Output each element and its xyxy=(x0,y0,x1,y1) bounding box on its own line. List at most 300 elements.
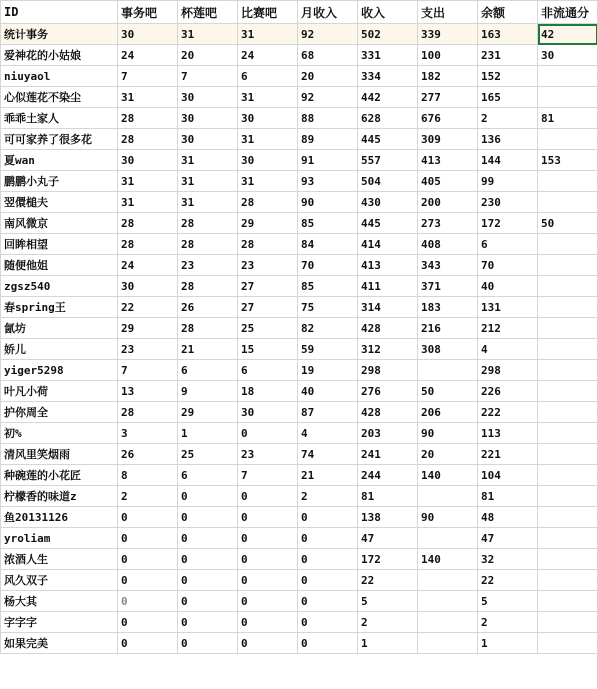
table-cell[interactable] xyxy=(538,486,597,507)
table-cell[interactable]: 3 xyxy=(118,423,178,444)
row-id-cell[interactable]: 娇儿 xyxy=(1,339,118,360)
table-cell[interactable] xyxy=(538,255,597,276)
table-cell[interactable]: 104 xyxy=(478,465,538,486)
table-row xyxy=(1,549,597,570)
table-cell[interactable]: 2 xyxy=(478,612,538,633)
table-cell[interactable]: 81 xyxy=(478,486,538,507)
table-cell[interactable]: 23 xyxy=(118,339,178,360)
table-cell[interactable] xyxy=(418,612,478,633)
table-cell[interactable]: 70 xyxy=(478,255,538,276)
table-cell[interactable]: 25 xyxy=(178,444,238,465)
table-cell[interactable] xyxy=(538,444,597,465)
row-id-cell[interactable]: 随便他姐 xyxy=(1,255,118,276)
table-cell[interactable]: 0 xyxy=(298,612,358,633)
table-cell[interactable]: 0 xyxy=(118,549,178,570)
row-id-cell[interactable]: 护你周全 xyxy=(1,402,118,423)
table-cell[interactable]: 411 xyxy=(358,276,418,297)
table-cell[interactable]: 28 xyxy=(118,402,178,423)
table-cell[interactable]: 131 xyxy=(478,297,538,318)
table-cell[interactable]: 408 xyxy=(418,234,478,255)
table-row xyxy=(1,360,597,381)
table-cell[interactable] xyxy=(538,402,597,423)
table-cell[interactable]: 0 xyxy=(178,612,238,633)
table-cell[interactable] xyxy=(538,66,597,87)
table-row xyxy=(1,633,597,654)
row-id-cell[interactable]: 可可家养了很多花 xyxy=(1,129,118,150)
table-cell[interactable]: 30 xyxy=(118,24,178,45)
table-cell[interactable]: 28 xyxy=(118,129,178,150)
table-row xyxy=(1,297,597,318)
table-cell[interactable] xyxy=(538,465,597,486)
table-cell[interactable]: 504 xyxy=(358,171,418,192)
row-id-cell[interactable]: niuyaol xyxy=(1,66,118,87)
row-id-cell[interactable]: 浓酒人生 xyxy=(1,549,118,570)
table-cell[interactable]: 413 xyxy=(418,150,478,171)
table-cell[interactable]: 88 xyxy=(298,108,358,129)
table-cell[interactable]: 31 xyxy=(118,87,178,108)
table-row xyxy=(1,381,597,402)
table-cell[interactable]: 29 xyxy=(178,402,238,423)
table-cell[interactable]: 82 xyxy=(298,318,358,339)
column-header[interactable]: 比赛吧 xyxy=(238,1,298,24)
table-cell[interactable]: 0 xyxy=(238,528,298,549)
column-header[interactable]: 支出 xyxy=(418,1,478,24)
column-header[interactable]: 杯莲吧 xyxy=(178,1,238,24)
table-cell[interactable]: 25 xyxy=(238,318,298,339)
table-cell[interactable]: 8 xyxy=(118,465,178,486)
table-cell[interactable]: 31 xyxy=(238,87,298,108)
table-cell[interactable]: 140 xyxy=(418,549,478,570)
table-cell[interactable]: 26 xyxy=(118,444,178,465)
table-cell[interactable]: 182 xyxy=(418,66,478,87)
table-row xyxy=(1,444,597,465)
table-cell[interactable]: 1 xyxy=(358,633,418,654)
table-cell[interactable]: 28 xyxy=(178,234,238,255)
table-cell[interactable]: 50 xyxy=(538,213,597,234)
table-cell[interactable]: 93 xyxy=(298,171,358,192)
table-cell[interactable] xyxy=(538,297,597,318)
table-cell[interactable]: 9 xyxy=(178,381,238,402)
table-cell[interactable]: 138 xyxy=(358,507,418,528)
table-cell[interactable]: 0 xyxy=(298,507,358,528)
table-cell[interactable] xyxy=(538,318,597,339)
table-cell[interactable]: 0 xyxy=(298,633,358,654)
row-id-cell[interactable]: 南风微京 xyxy=(1,213,118,234)
table-cell[interactable]: 2 xyxy=(298,486,358,507)
table-cell[interactable]: 244 xyxy=(358,465,418,486)
table-cell[interactable]: 430 xyxy=(358,192,418,213)
table-row xyxy=(1,192,597,213)
table-cell[interactable]: 221 xyxy=(478,444,538,465)
table-cell[interactable]: 226 xyxy=(478,381,538,402)
table-cell[interactable]: 0 xyxy=(238,570,298,591)
table-cell[interactable]: 23 xyxy=(238,255,298,276)
table-cell[interactable]: 371 xyxy=(418,276,478,297)
table-cell[interactable] xyxy=(418,591,478,612)
row-id-cell[interactable]: 翌儇槌夫 xyxy=(1,192,118,213)
table-cell[interactable] xyxy=(538,276,597,297)
table-cell[interactable]: 85 xyxy=(298,213,358,234)
header-row xyxy=(1,1,597,24)
table-cell[interactable]: 21 xyxy=(178,339,238,360)
table-cell[interactable]: 21 xyxy=(298,465,358,486)
table-cell[interactable]: 0 xyxy=(298,528,358,549)
table-cell[interactable]: 6 xyxy=(478,234,538,255)
table-cell[interactable]: 5 xyxy=(478,591,538,612)
table-cell[interactable]: 277 xyxy=(418,87,478,108)
table-cell[interactable]: 31 xyxy=(178,24,238,45)
table-cell[interactable]: 81 xyxy=(358,486,418,507)
row-id-cell[interactable]: 种碗莲的小花匠 xyxy=(1,465,118,486)
table-cell[interactable]: 24 xyxy=(118,255,178,276)
table-cell[interactable]: 298 xyxy=(358,360,418,381)
table-cell[interactable] xyxy=(538,360,597,381)
table-cell[interactable]: 30 xyxy=(118,150,178,171)
table-cell[interactable]: 20 xyxy=(298,66,358,87)
table-cell[interactable] xyxy=(538,339,597,360)
table-cell[interactable]: 405 xyxy=(418,171,478,192)
table-cell[interactable]: 90 xyxy=(418,507,478,528)
table-cell[interactable]: 28 xyxy=(118,234,178,255)
table-cell[interactable]: 29 xyxy=(118,318,178,339)
table-cell[interactable]: 4 xyxy=(478,339,538,360)
table-cell[interactable]: 428 xyxy=(358,318,418,339)
table-cell[interactable]: 308 xyxy=(418,339,478,360)
table-cell[interactable]: 28 xyxy=(238,234,298,255)
column-header[interactable]: 非流通分 xyxy=(538,1,597,24)
table-cell[interactable]: 0 xyxy=(118,570,178,591)
table-cell[interactable]: 0 xyxy=(118,528,178,549)
table-cell[interactable]: 0 xyxy=(238,486,298,507)
table-cell[interactable]: 183 xyxy=(418,297,478,318)
table-cell[interactable]: 90 xyxy=(418,423,478,444)
table-cell[interactable]: 31 xyxy=(238,129,298,150)
table-cell[interactable]: 30 xyxy=(178,87,238,108)
table-cell[interactable] xyxy=(538,87,597,108)
table-cell[interactable] xyxy=(418,528,478,549)
table-cell[interactable] xyxy=(538,192,597,213)
table-cell[interactable]: 413 xyxy=(358,255,418,276)
table-cell[interactable]: 0 xyxy=(178,528,238,549)
table-cell[interactable] xyxy=(538,612,597,633)
table-cell[interactable]: 23 xyxy=(178,255,238,276)
table-row xyxy=(1,612,597,633)
table-cell[interactable]: 85 xyxy=(298,276,358,297)
table-cell[interactable]: 20 xyxy=(178,45,238,66)
table-cell[interactable]: 212 xyxy=(478,318,538,339)
table-cell[interactable]: 22 xyxy=(478,570,538,591)
row-id-cell[interactable]: 初% xyxy=(1,423,118,444)
table-cell[interactable]: 100 xyxy=(418,45,478,66)
table-cell[interactable]: 1 xyxy=(478,633,538,654)
row-id-cell[interactable]: 爱神花的小姑娘 xyxy=(1,45,118,66)
table-cell[interactable]: 1 xyxy=(178,423,238,444)
table-row xyxy=(1,528,597,549)
table-cell[interactable]: 172 xyxy=(358,549,418,570)
row-id-cell[interactable]: 风久双子 xyxy=(1,570,118,591)
table-cell[interactable]: 31 xyxy=(118,171,178,192)
table-cell[interactable]: 29 xyxy=(238,213,298,234)
table-cell[interactable]: 6 xyxy=(238,360,298,381)
table-cell[interactable]: 81 xyxy=(538,108,597,129)
table-cell[interactable]: 445 xyxy=(358,213,418,234)
table-cell[interactable]: 4 xyxy=(298,423,358,444)
table-row xyxy=(1,45,597,66)
column-header[interactable]: ID xyxy=(1,1,118,24)
table-cell[interactable]: 165 xyxy=(478,87,538,108)
table-cell[interactable]: 7 xyxy=(118,360,178,381)
table-cell[interactable]: 241 xyxy=(358,444,418,465)
table-cell[interactable]: 276 xyxy=(358,381,418,402)
table-cell[interactable] xyxy=(538,633,597,654)
table-cell[interactable]: 31 xyxy=(178,192,238,213)
table-cell[interactable]: 50 xyxy=(418,381,478,402)
table-cell[interactable]: 0 xyxy=(298,549,358,570)
table-cell[interactable]: 152 xyxy=(478,66,538,87)
table-cell[interactable]: 298 xyxy=(478,360,538,381)
table-row xyxy=(1,591,597,612)
table-cell[interactable]: 144 xyxy=(478,150,538,171)
table-cell[interactable]: 68 xyxy=(298,45,358,66)
table-cell[interactable]: 32 xyxy=(478,549,538,570)
table-cell[interactable]: 74 xyxy=(298,444,358,465)
table-cell[interactable]: 230 xyxy=(478,192,538,213)
table-cell[interactable]: 0 xyxy=(118,591,178,612)
table-cell[interactable]: 0 xyxy=(298,591,358,612)
table-cell[interactable]: 153 xyxy=(538,150,597,171)
table-cell[interactable]: 31 xyxy=(238,171,298,192)
table-cell[interactable]: 0 xyxy=(238,612,298,633)
table-cell[interactable]: 28 xyxy=(178,213,238,234)
table-row xyxy=(1,339,597,360)
table-cell[interactable] xyxy=(538,570,597,591)
table-cell[interactable]: 19 xyxy=(298,360,358,381)
table-cell[interactable]: 0 xyxy=(118,612,178,633)
table-cell[interactable]: 0 xyxy=(238,507,298,528)
row-id-cell[interactable]: 叶凡小荷 xyxy=(1,381,118,402)
row-id-cell[interactable]: 鹏鹏小丸子 xyxy=(1,171,118,192)
table-cell[interactable]: 206 xyxy=(418,402,478,423)
table-cell[interactable]: 13 xyxy=(118,381,178,402)
table-cell[interactable]: 89 xyxy=(298,129,358,150)
table-cell[interactable]: 339 xyxy=(418,24,478,45)
row-id-cell[interactable]: 字字字 xyxy=(1,612,118,633)
table-cell[interactable]: 40 xyxy=(478,276,538,297)
table-cell[interactable]: 334 xyxy=(358,66,418,87)
row-id-cell[interactable]: 统计事务 xyxy=(1,24,118,45)
grid-body xyxy=(1,1,597,654)
table-cell[interactable]: 15 xyxy=(238,339,298,360)
table-cell[interactable]: 314 xyxy=(358,297,418,318)
table-cell[interactable]: 31 xyxy=(118,192,178,213)
row-id-cell[interactable]: 氤坊 xyxy=(1,318,118,339)
table-cell[interactable]: 27 xyxy=(238,297,298,318)
table-cell[interactable]: 557 xyxy=(358,150,418,171)
table-cell[interactable]: 0 xyxy=(238,423,298,444)
table-cell[interactable]: 28 xyxy=(118,108,178,129)
table-cell[interactable]: 30 xyxy=(238,402,298,423)
column-header[interactable]: 余额 xyxy=(478,1,538,24)
table-cell[interactable]: 0 xyxy=(178,633,238,654)
table-cell[interactable]: 6 xyxy=(178,465,238,486)
table-cell[interactable]: 6 xyxy=(178,360,238,381)
table-cell[interactable]: 0 xyxy=(238,549,298,570)
table-cell[interactable]: 7 xyxy=(118,66,178,87)
row-id-cell[interactable]: 春spring王 xyxy=(1,297,118,318)
column-header[interactable]: 事务吧 xyxy=(118,1,178,24)
table-cell[interactable]: 172 xyxy=(478,213,538,234)
table-cell[interactable]: 140 xyxy=(418,465,478,486)
row-id-cell[interactable]: 杨大其 xyxy=(1,591,118,612)
column-header[interactable]: 月收入 xyxy=(298,1,358,24)
table-cell[interactable] xyxy=(538,591,597,612)
table-cell[interactable]: 200 xyxy=(418,192,478,213)
table-row xyxy=(1,507,597,528)
table-cell[interactable]: 0 xyxy=(238,591,298,612)
table-cell[interactable]: 203 xyxy=(358,423,418,444)
row-id-cell[interactable]: 如果完美 xyxy=(1,633,118,654)
table-cell[interactable]: 84 xyxy=(298,234,358,255)
table-cell[interactable] xyxy=(418,633,478,654)
table-cell[interactable]: 0 xyxy=(178,549,238,570)
table-cell[interactable]: 22 xyxy=(118,297,178,318)
row-id-cell[interactable]: yroliam xyxy=(1,528,118,549)
row-id-cell[interactable]: zgsz540 xyxy=(1,276,118,297)
column-header[interactable]: 收入 xyxy=(358,1,418,24)
table-cell[interactable]: 28 xyxy=(238,192,298,213)
table-cell[interactable]: 47 xyxy=(478,528,538,549)
table-cell[interactable]: 502 xyxy=(358,24,418,45)
table-cell[interactable]: 331 xyxy=(358,45,418,66)
table-cell[interactable] xyxy=(418,570,478,591)
table-cell[interactable]: 26 xyxy=(178,297,238,318)
table-cell[interactable]: 47 xyxy=(358,528,418,549)
table-cell[interactable]: 231 xyxy=(478,45,538,66)
table-cell[interactable]: 163 xyxy=(478,24,538,45)
table-cell[interactable]: 90 xyxy=(298,192,358,213)
table-cell[interactable]: 30 xyxy=(238,108,298,129)
table-cell[interactable]: 0 xyxy=(178,507,238,528)
table-cell[interactable]: 0 xyxy=(298,570,358,591)
table-cell[interactable]: 31 xyxy=(178,171,238,192)
table-cell[interactable]: 75 xyxy=(298,297,358,318)
table-cell[interactable]: 312 xyxy=(358,339,418,360)
table-row xyxy=(1,423,597,444)
table-cell[interactable]: 24 xyxy=(238,45,298,66)
table-cell[interactable] xyxy=(538,381,597,402)
table-cell[interactable]: 30 xyxy=(178,108,238,129)
table-cell[interactable]: 0 xyxy=(238,633,298,654)
table-cell[interactable]: 309 xyxy=(418,129,478,150)
table-cell[interactable]: 28 xyxy=(118,213,178,234)
table-cell[interactable]: 24 xyxy=(118,45,178,66)
row-id-cell[interactable]: 清风里笑烟雨 xyxy=(1,444,118,465)
table-cell[interactable]: 30 xyxy=(238,150,298,171)
table-cell[interactable]: 30 xyxy=(118,276,178,297)
table-cell[interactable]: 0 xyxy=(178,570,238,591)
row-id-cell[interactable]: 鱼20131126 xyxy=(1,507,118,528)
row-id-cell[interactable]: 夏wan xyxy=(1,150,118,171)
table-cell[interactable]: 343 xyxy=(418,255,478,276)
row-id-cell[interactable]: 回眸相望 xyxy=(1,234,118,255)
table-cell[interactable]: 30 xyxy=(178,129,238,150)
table-cell[interactable] xyxy=(538,507,597,528)
table-cell[interactable] xyxy=(538,171,597,192)
table-cell[interactable]: 273 xyxy=(418,213,478,234)
table-cell[interactable]: 28 xyxy=(178,318,238,339)
table-cell[interactable]: 18 xyxy=(238,381,298,402)
table-cell[interactable]: 0 xyxy=(118,633,178,654)
table-cell[interactable]: 2 xyxy=(478,108,538,129)
table-cell[interactable]: 70 xyxy=(298,255,358,276)
table-row xyxy=(1,87,597,108)
table-cell[interactable] xyxy=(538,234,597,255)
table-cell[interactable]: 7 xyxy=(238,465,298,486)
table-cell[interactable]: 7 xyxy=(178,66,238,87)
row-id-cell[interactable]: 心似莲花不染尘 xyxy=(1,87,118,108)
table-cell[interactable]: 2 xyxy=(118,486,178,507)
row-id-cell[interactable]: yiger5298 xyxy=(1,360,118,381)
table-cell[interactable]: 92 xyxy=(298,87,358,108)
table-cell[interactable]: 2 xyxy=(358,612,418,633)
table-cell[interactable]: 428 xyxy=(358,402,418,423)
table-cell[interactable]: 0 xyxy=(178,591,238,612)
table-cell[interactable]: 28 xyxy=(178,276,238,297)
table-cell[interactable]: 23 xyxy=(238,444,298,465)
table-cell[interactable]: 113 xyxy=(478,423,538,444)
table-row xyxy=(1,318,597,339)
table-cell[interactable] xyxy=(418,486,478,507)
table-cell[interactable]: 136 xyxy=(478,129,538,150)
table-cell[interactable]: 22 xyxy=(358,570,418,591)
table-cell[interactable]: 628 xyxy=(358,108,418,129)
row-id-cell[interactable]: 柠檬香的味道z xyxy=(1,486,118,507)
table-cell[interactable] xyxy=(538,549,597,570)
table-cell[interactable]: 414 xyxy=(358,234,418,255)
table-cell[interactable]: 40 xyxy=(298,381,358,402)
table-cell[interactable]: 31 xyxy=(178,150,238,171)
table-cell[interactable]: 0 xyxy=(118,507,178,528)
table-cell[interactable]: 91 xyxy=(298,150,358,171)
table-cell[interactable] xyxy=(538,129,597,150)
table-cell[interactable]: 48 xyxy=(478,507,538,528)
row-id-cell[interactable]: 乖乖土家人 xyxy=(1,108,118,129)
table-row xyxy=(1,108,597,129)
table-cell[interactable] xyxy=(418,360,478,381)
table-cell[interactable]: 445 xyxy=(358,129,418,150)
table-row xyxy=(1,66,597,87)
table-cell[interactable]: 87 xyxy=(298,402,358,423)
table-cell[interactable] xyxy=(538,423,597,444)
table-cell[interactable]: 30 xyxy=(538,45,597,66)
table-cell[interactable]: 442 xyxy=(358,87,418,108)
table-cell[interactable]: 31 xyxy=(238,24,298,45)
table-cell[interactable] xyxy=(538,528,597,549)
table-cell[interactable]: 5 xyxy=(358,591,418,612)
table-cell[interactable]: 20 xyxy=(418,444,478,465)
table-row xyxy=(1,129,597,150)
table-cell[interactable]: 99 xyxy=(478,171,538,192)
table-cell[interactable]: 42 xyxy=(538,24,597,45)
table-cell[interactable]: 216 xyxy=(418,318,478,339)
table-cell[interactable]: 92 xyxy=(298,24,358,45)
table-cell[interactable]: 676 xyxy=(418,108,478,129)
table-cell[interactable]: 222 xyxy=(478,402,538,423)
table-cell[interactable]: 0 xyxy=(178,486,238,507)
table-cell[interactable]: 59 xyxy=(298,339,358,360)
table-cell[interactable]: 27 xyxy=(238,276,298,297)
table-cell[interactable]: 6 xyxy=(238,66,298,87)
